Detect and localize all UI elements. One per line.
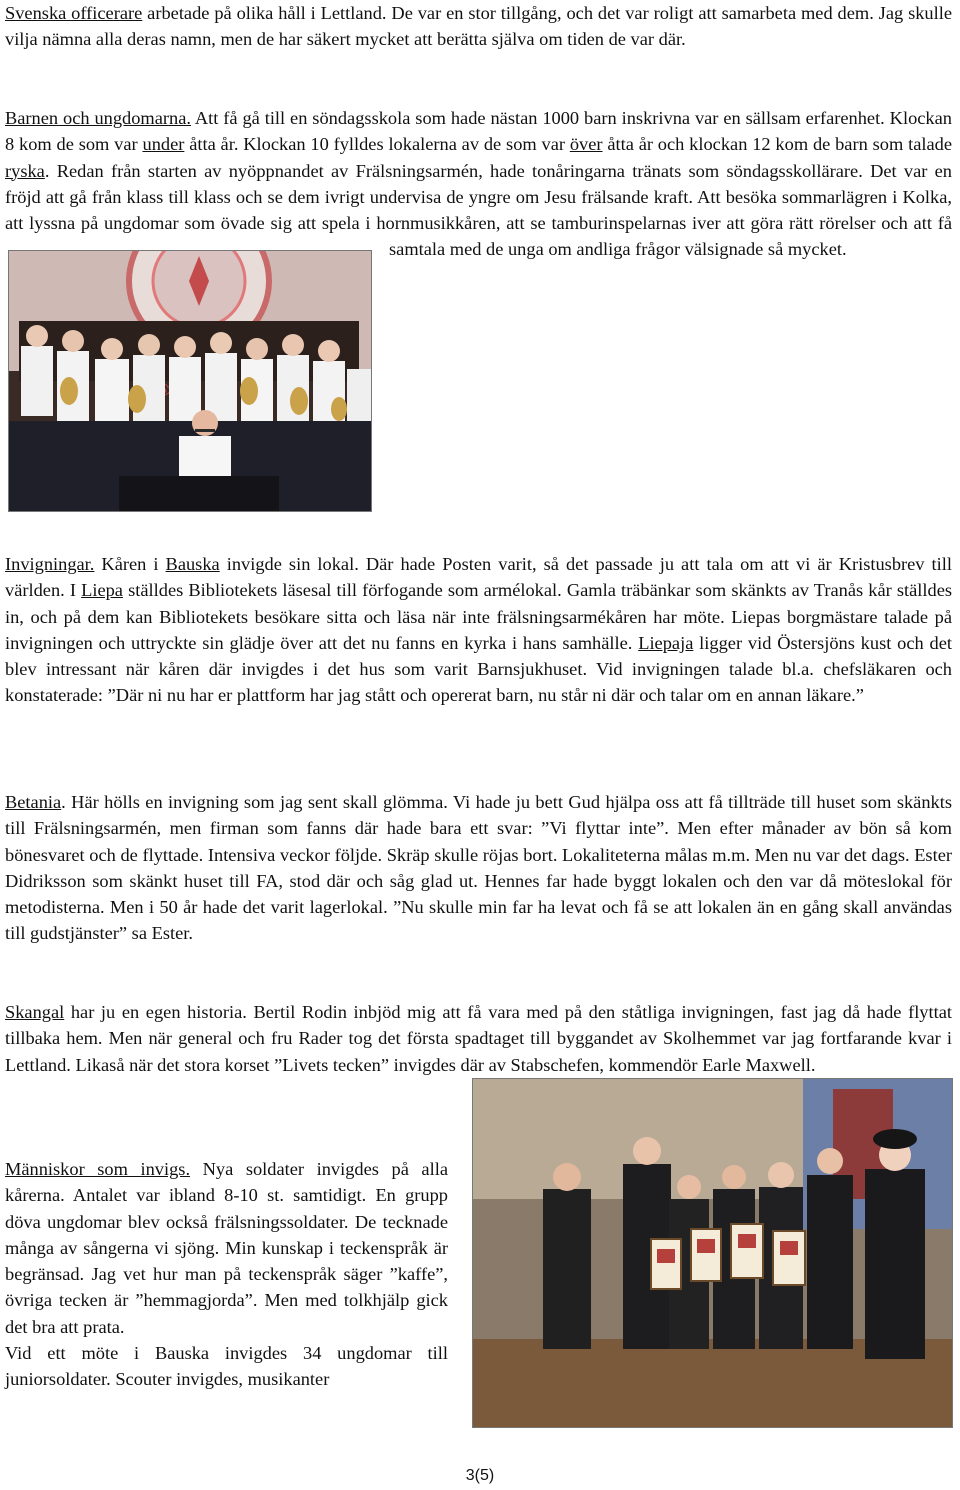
betania-heading: Betania xyxy=(5,792,62,812)
inaug-liepa: Liepa xyxy=(81,580,123,601)
people-text: Nya soldater invigdes på alla kårerna. Antalet var ibland 8-10 st. samtidigt. En grupp döva ungdomar blev också frälsningssoldater. De tecknade många av sångerna vi sjöng. Min kunskap i teckenspråk är begränsad. Jag vet hur man på teckenspråk säger ”kaffe”, övriga tecken är ”hemmagjorda”. Men med tolkhjälp gick det bra att prata. xyxy=(5,1159,448,1337)
wrap-spacer xyxy=(450,1079,952,1199)
people-heading: Människor som invigs. xyxy=(5,1159,191,1179)
inaug-text-2: invigde sin lokal. Där hade Posten varit, så det passade ju att tala om att vi är Kristusbrev till världen. I xyxy=(5,554,952,601)
youth-text-1: Att få gå till en söndagsskola som hade nästan 1000 barn inskrivna var en sällsam erfarenhet. Klockan 8 kom de som var xyxy=(5,108,952,155)
skangal-heading: Skangal xyxy=(5,1002,65,1022)
youth-over: över xyxy=(569,134,603,155)
inaugurations-heading: Invigningar. xyxy=(5,554,95,574)
officers-heading: Svenska officerare xyxy=(5,3,143,23)
people-paragraph-2: Vid ett möte i Bauska invigdes 34 ungdomar till juniorsoldater. Scouter invigdes, musikanter xyxy=(5,1343,448,1390)
youth-heading: Barnen och ungdomarna. xyxy=(5,108,191,128)
inaug-bauska: Bauska xyxy=(165,554,220,574)
youth-text-3: åtta år och klockan 12 kom de barn som talade xyxy=(602,134,952,155)
people-paragraph xyxy=(5,1156,448,1393)
inaug-liepaja: Liepaja xyxy=(638,632,694,653)
inaugurations-paragraph xyxy=(5,551,952,709)
officers-paragraph xyxy=(5,0,952,53)
youth-text-4: . Redan från starten av nyöppnandet av Frälsningsarmén, hade tonåringarna tränats som söndagsskollärare. Det var en fröjd att gå från klass till klass och se dem ivrigt undervisa de yngre om Jesu frälsande kraft. Att besöka sommarlägren i Kolka, att lyssna på ungdomar som övade sig att spela i hornmusikkåren, att se tamburinspelarnas iver att göra rätt rörelser och att få samtala med de unga om andliga frågor välsignade så mycket. xyxy=(5,160,952,260)
youth-russian: ryska xyxy=(5,160,45,181)
officers-text: arbetade på olika håll i Lettland. De var en stor tillgång, och det var roligt att samarbeta med dem. Jag skulle vilja nämna alla deras namn, men de har säkert mycket att berätta själva om tiden de var där. xyxy=(5,3,952,50)
inaug-text-4: ligger vid Östersjöns kust och det blev intressant när kåren där invigdes i det hus som varit Barnsjukhuset. Vid invigningen talade bl.a. chefsläkaren och konstaterade: ”Där ni nu har er plattform har jag stått och opererat barn, nu står ni där och talar om en annan läkare.” xyxy=(5,632,952,706)
youth-paragraph xyxy=(5,105,952,525)
betania-text: . Här hölls en invigning som jag sent skall glömma. Vi hade ju bett Gud hjälpa oss att få tillträde till huset som skänkts till Frälsningsarmén, men firman som fanns där hade bara ett svar: ”Vi flyttar inte”. Men efter månader av bön så kom bönesvaret och de flyttade. Intensiva veckor följde. Skräp skulle röjas bort. Lokaliteterna målas m.m. Men nu var det dags. Ester Didriksson som skänkt huset till FA, stod där och såg glad ut. Hennes far hade byggt lokalen och den var då möteslokal för metodisterna. Men i 50 år hade det varit lagerlokal. ”Nu skulle min far ha levat och få se att lokalen än en gång skall användas till gudstjänster” sa Ester. xyxy=(5,792,952,944)
wrap-spacer xyxy=(5,245,389,525)
youth-text-2: åtta år. Klockan 10 fylldes lokalerna av de som var xyxy=(184,134,570,155)
page-number: 3(5) xyxy=(465,1467,495,1484)
betania-paragraph xyxy=(5,789,952,947)
skangal-text: har ju en egen historia. Bertil Rodin inbjöd mig att få vara med på den ståtliga invigningen, fast jag då hade flyttat tillbaka hem. Men när general och fru Rader tog det första spadtaget till byggandet av Skolhemmet var jag fortfarande kvar i Lettland. Likaså när det stora korset ”Livets tecken” invigdes där av Stabschefen, kommendör Earle Maxwell. xyxy=(5,1002,952,1075)
inaug-text-1: Kåren i xyxy=(94,554,166,574)
youth-under: under xyxy=(142,134,185,155)
inaug-text-3: ställdes Bibliotekets läsesal till förfogande som armélokal. Gamla träbänkar som skänkts av Tranås kår ställdes in, och på dem kan Bibliotekets besökare sitta och läsa när inte frälsningsarmékåren har möte. Liepas borgmästare talade på invigningen och uttryckte sin glädje över att det nu fanns en kyrka i hans samhälle. xyxy=(5,580,953,653)
